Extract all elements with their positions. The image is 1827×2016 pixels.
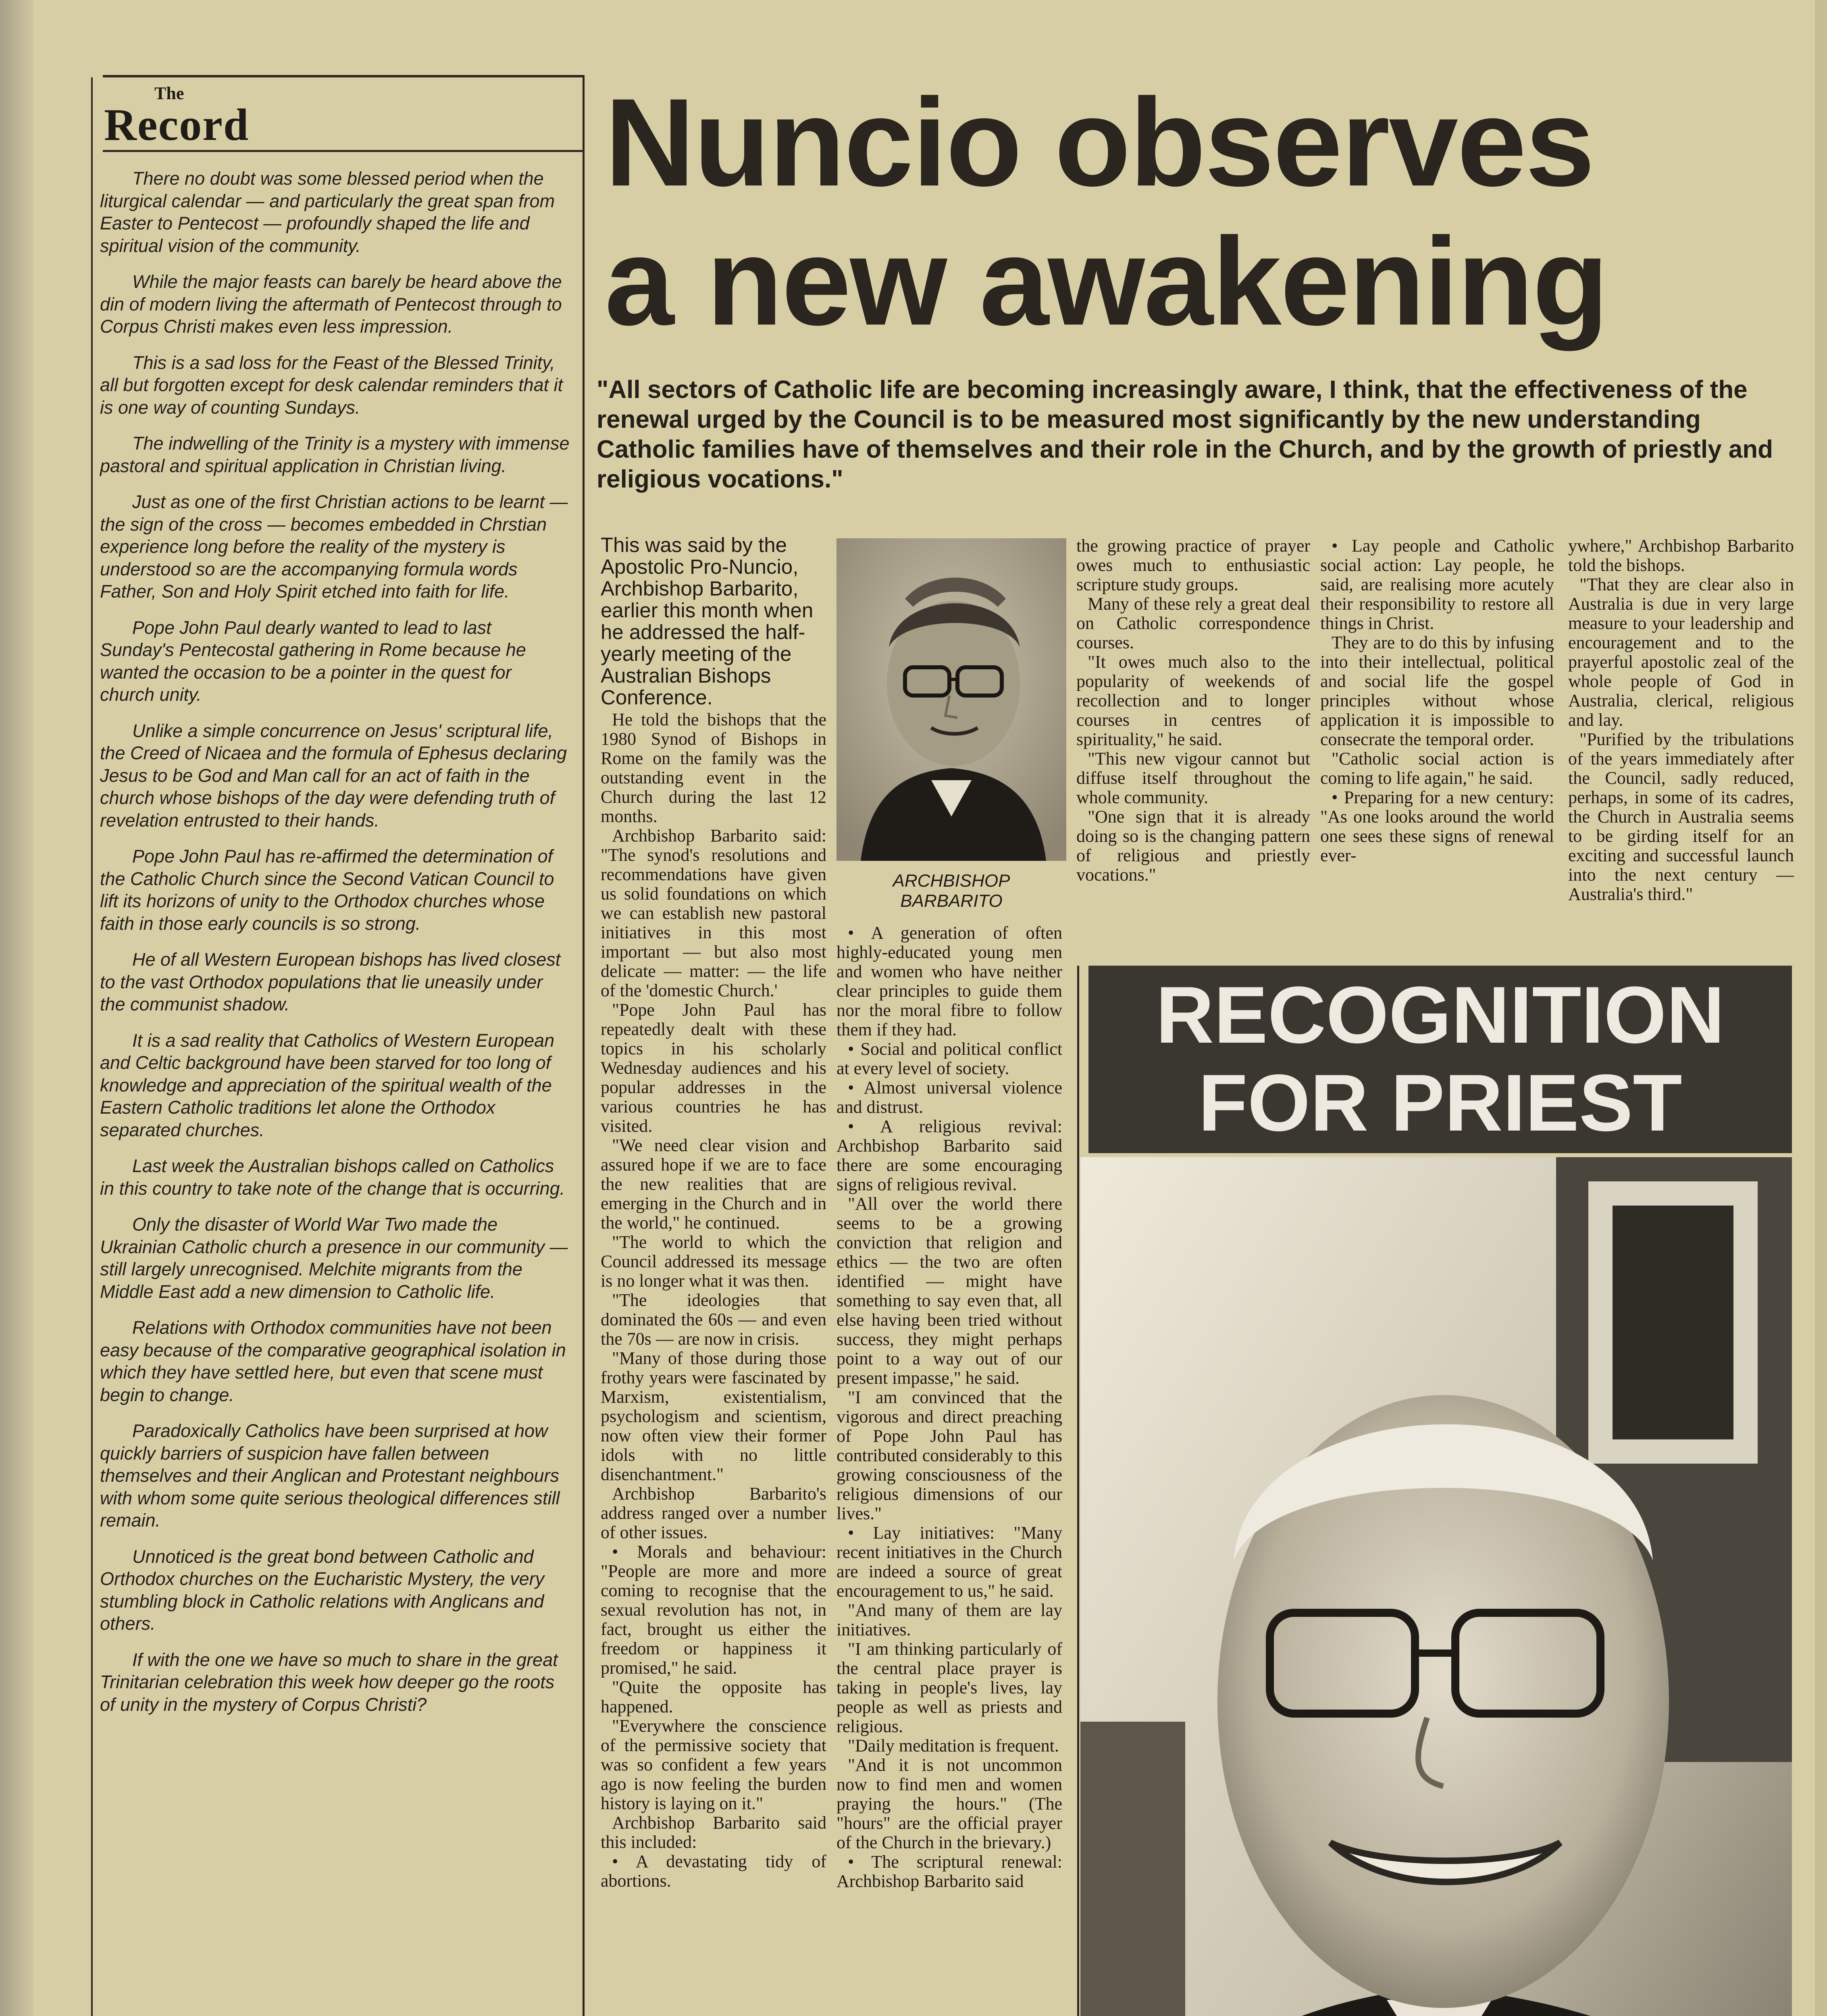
main-headline: [605, 73, 1806, 351]
masthead-name: Record: [104, 100, 250, 150]
recognition-banner: [1088, 966, 1792, 1153]
article-paragraph: "This new vigour cannot but diffuse itself throughout the whole community.: [1076, 749, 1310, 807]
editorial-paragraph: Pope John Paul dearly wanted to lead to last Sunday's Pentecostal gathering in Rome because he wanted the occasion to be a pointer in the quest for church unity.: [100, 617, 526, 705]
article-paragraph: • Morals and behaviour: "People are more and more coming to recognise that the sexual revolution has not, in fact, brought us either the freedom or happiness it promised," he said.: [601, 1542, 826, 1678]
article-paragraph: Archbishop Barbarito said: "The synod's resolutions and recommendations have given us solid foundations on which we can establish new pastoral initiatives in this most important — but also most delicate — matter: — the life of the 'domestic Church.': [601, 826, 826, 1000]
headline-line-2: a new awakening: [605, 211, 1608, 351]
article-paragraph: • A devastating tidy of abortions.: [601, 1851, 826, 1891]
page-edge: [1815, 0, 1827, 2016]
masthead-bottom-rule: [103, 150, 585, 152]
article-paragraph: Archbishop Barbarito said this included:: [601, 1813, 826, 1852]
article-paragraph: Archbishop Barbarito's address ranged over a number of other issues.: [601, 1484, 826, 1542]
article-paragraph: • Almost universal violence and distrust.: [837, 1078, 1062, 1117]
article-column-2: [837, 923, 1062, 1891]
priest-photo: [1080, 1157, 1792, 2016]
editorial-paragraph: It is a sad reality that Catholics of Western European and Celtic background have been starved for too long of knowledge and appreciation of the spiritual wealth of the Eastern Catholic traditions let alone the Orthodox separated churches.: [100, 1030, 555, 1140]
article-paragraph: "I am convinced that the vigorous and direct preaching of Pope John Paul has contributed considerably to this growing consciousness of the religious dimensions of our lives.": [837, 1387, 1062, 1523]
article-paragraph: the growing practice of prayer owes much to enthusiastic scripture study groups.: [1076, 536, 1310, 594]
article-paragraph: • Lay initiatives: "Many recent initiatives in the Church are indeed a source of great encouragement to us," he said.: [837, 1523, 1062, 1601]
masthead-logo: [104, 85, 249, 148]
article-paragraph: He told the bishops that the 1980 Synod of Bishops in Rome on the family was the outstanding event in the Church during the last 12 months.: [601, 710, 826, 826]
article-paragraph: "I am thinking particularly of the central place prayer is taking in people's lives, lay people as well as priests and religious.: [837, 1639, 1062, 1736]
article-lead: This was said by the Apostolic Pro-Nuncio, Archbishop Barbarito, earlier this month when he addressed the half-yearly meeting of the Australian Bishops Conference.: [601, 533, 814, 709]
editorial-paragraph: Last week the Australian bishops called on Catholics in this country to take note of the change that is occurring.: [100, 1156, 565, 1199]
editorial-paragraph: There no doubt was some blessed period when the liturgical calendar — and particularly the great span from Easter to Pentecost — profoundly shaped the life and spiritual vision of the community.: [100, 168, 555, 256]
editorial-column-rule: [583, 75, 585, 2016]
article-column-4: [1320, 536, 1554, 865]
article-paragraph: "It owes much also to the popularity of weekends of recollection and to longer courses in centres of spirituality," he said.: [1076, 652, 1310, 749]
editorial-paragraph: Relations with Orthodox communities have not been easy because of the comparative geographical isolation in which they have settled here, but even that scene must begin to change.: [100, 1317, 566, 1405]
recognition-left-rule: [1077, 966, 1079, 2016]
article-paragraph: "Catholic social action is coming to life again," he said.: [1320, 749, 1554, 788]
article-paragraph: • Social and political conflict at every level of society.: [837, 1039, 1062, 1078]
archbishop-photo: [837, 538, 1066, 861]
article-column-5: [1568, 536, 1794, 904]
masthead-top-rule: [103, 75, 585, 77]
article-paragraph: "Quite the opposite has happened.: [601, 1677, 826, 1716]
article-paragraph: "And many of them are lay initiatives.: [837, 1600, 1062, 1639]
article-paragraph: ywhere," Archbishop Barbarito told the bishops.: [1568, 536, 1794, 575]
article-column-3: [1076, 536, 1310, 885]
recognition-title-line-1: RECOGNITION: [1155, 970, 1725, 1060]
article-paragraph: • Lay people and Catholic social action: Lay people, he said, are realising more acutely their responsibility to restore all things in Christ.: [1320, 536, 1554, 633]
article-paragraph: "Everywhere the conscience of the permissive society that was so confident a few years ago is now feeling the burden history is laying on it.": [601, 1716, 826, 1813]
recognition-title-line-2: FOR PRIEST: [1198, 1058, 1682, 1148]
editorial-paragraph: Pope John Paul has re-affirmed the determination of the Catholic Church since the Second Vatican Council to lift its horizons of unity to the Orthodox churches whose faith in those early councils is so strong.: [100, 846, 554, 934]
page-binding-shadow: [0, 0, 33, 2016]
article-paragraph: "All over the world there seems to be a growing conviction that religion and ethics — the two are often identified — might have something to say even that, all else having been tried without success, they might perhaps point to a way out of our present impasse," he said.: [837, 1194, 1062, 1388]
editorial-paragraph: Paradoxically Catholics have been surprised at how quickly barriers of suspicion have fallen between themselves and their Anglican and Protestant neighbours with whom some quite serious theological differences still remain.: [100, 1420, 560, 1531]
article-paragraph: "Purified by the tribulations of the years immediately after the Council, sadly reduced, perhaps, in some of its cadres, the Church in Australia seems to be girding itself for an exciting and successful launch into the next century — Australia's third.": [1568, 729, 1794, 904]
headline-line-1: Nuncio observes: [605, 72, 1594, 212]
editorial-paragraph: Unnoticed is the great bond between Catholic and Orthodox churches on the Eucharistic Mystery, the very stumbling block in Catholic relations with Anglicans and others.: [100, 1546, 545, 1634]
editorial-column: [100, 167, 570, 1729]
article-paragraph: "One sign that it is already doing so is the changing pattern of religious and priestly vocations.": [1076, 807, 1310, 885]
article-paragraph: • A generation of often highly-educated young men and women who have neither clear principles to guide them nor the moral fibre to follow them if they had.: [837, 923, 1062, 1039]
archbishop-photo-caption: ARCHBISHOP BARBARITO: [893, 871, 1010, 911]
article-paragraph: "And it is not uncommon now to find men and women praying the hours." (The "hours" are the official prayer of the Church in the brievary.): [837, 1755, 1062, 1852]
priest-portrait-image: [1080, 1157, 1792, 2016]
editorial-paragraph: Only the disaster of World War Two made the Ukrainian Catholic church a presence in our community — still largely unrecognised. Melchite migrants from the Middle East add a new dimension to Catholic life.: [100, 1214, 568, 1302]
article-paragraph: • A religious revival: Archbishop Barbarito said there are some encouraging signs of religious revival.: [837, 1116, 1062, 1194]
article-paragraph: "The world to which the Council addressed its message is no longer what it was then.: [601, 1232, 826, 1291]
editorial-paragraph: This is a sad loss for the Feast of the Blessed Trinity, all but forgotten except for desk calendar reminders that it is one way of counting Sundays.: [100, 352, 563, 418]
editorial-paragraph: Unlike a simple concurrence on Jesus' scriptural life, the Creed of Nicaea and the formula of Ephesus declaring Jesus to be God and Man call for an act of faith in the church whose bishops of the day were defending truth of revelation entrusted to their hands.: [100, 720, 567, 831]
article-paragraph: Many of these rely a great deal on Catholic correspondence courses.: [1076, 594, 1310, 652]
archbishop-portrait-image: [837, 538, 1066, 861]
editorial-left-rule: [91, 77, 93, 2016]
article-column-1: [601, 534, 826, 1891]
editorial-paragraph: Just as one of the first Christian actions to be learnt — the sign of the cross — becomes embedded in Chrstian experience long before the reality of the mystery is understood so are the accompanying formula words Father, Son and Holy Spirit etched into faith for life.: [100, 492, 568, 602]
editorial-paragraph: While the major feasts can barely be heard above the din of modern living the aftermath of Pentecost through to Corpus Christi makes even less impression.: [100, 271, 562, 337]
article-paragraph: • The scriptural renewal: Archbishop Barbarito said: [837, 1852, 1062, 1891]
article-paragraph: • Preparing for a new century: "As one looks around the world one sees these signs of renewal ever-: [1320, 787, 1554, 865]
article-paragraph: "Daily meditation is frequent.: [848, 1736, 1059, 1756]
editorial-paragraph: The indwelling of the Trinity is a mystery with immense pastoral and spiritual application in Christian living.: [100, 433, 570, 476]
editorial-paragraph: He of all Western European bishops has lived closest to the vast Orthodox populations that lie uneasily under the communist shadow.: [100, 949, 561, 1014]
article-paragraph: "We need clear vision and assured hope if we are to face the new realities that are emerging in the Church and in the world," he continued.: [601, 1135, 826, 1233]
headline-deck: "All sectors of Catholic life are becoming increasingly aware, I think, that the effectiveness of the renewal urged by the Council is to be measured most significantly by the new understanding Catholic families have of themselves and their role in the Church, and by the growth of priestly and religious vocations.": [597, 376, 1773, 493]
article-paragraph: They are to do this by infusing into their intellectual, political and social life the gospel principles without whose application it is impossible to consecrate the temporal order.: [1320, 633, 1554, 749]
article-paragraph: "Pope John Paul has repeatedly dealt with these topics in his scholarly Wednesday audiences and his popular addresses in the various countries he has visited.: [601, 1000, 826, 1136]
article-paragraph: "That they are clear also in Australia is due in very large measure to your leadership and encouragement and to the prayerful apostolic zeal of the whole people of God in Australia, clerical, religious and lay.: [1568, 575, 1794, 730]
editorial-paragraph: If with the one we have so much to share in the great Trinitarian celebration this week how deeper go the roots of unity in the mystery of Corpus Christi?: [100, 1649, 558, 1715]
article-paragraph: "Many of those during those frothy years were fascinated by Marxism, existentialism, psychologism and scientism, now often view their former idols with no little disenchantment.": [601, 1348, 826, 1484]
masthead-the: The: [154, 83, 184, 103]
article-paragraph: "The ideologies that dominated the 60s — and even the 70s — are now in crisis.: [601, 1290, 826, 1349]
